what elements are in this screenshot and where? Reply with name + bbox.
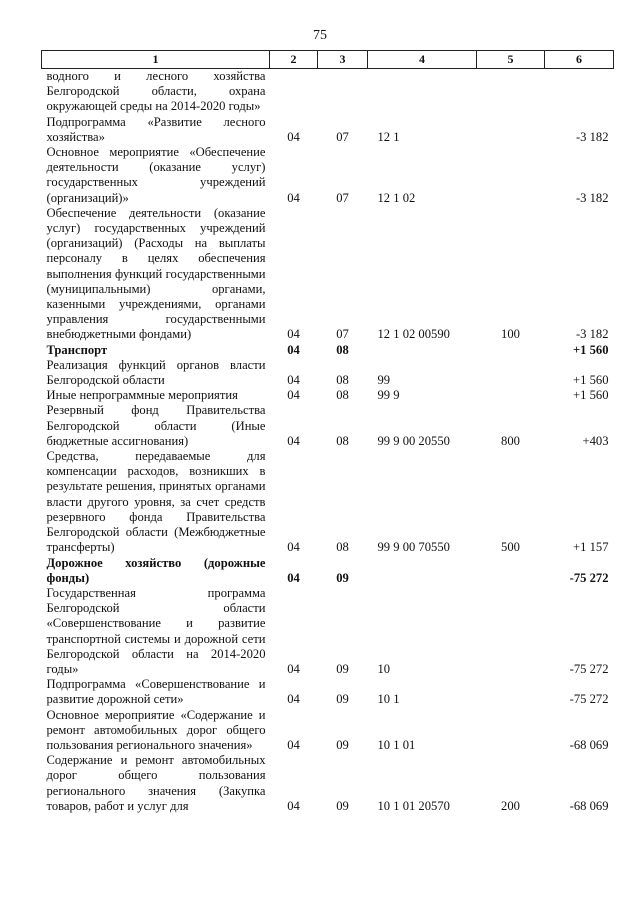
- row-target-article: 99 9: [377, 388, 400, 403]
- table-row: [42, 145, 614, 206]
- row-target-article: [368, 556, 477, 586]
- row-expense-type: [477, 708, 545, 754]
- row-description: Основное мероприятие «Содержание и ремонт автомобильных дорог общего пользования регионального значения»: [46, 707, 266, 752]
- row-subsection: 09: [336, 737, 349, 752]
- table-row: [42, 677, 614, 707]
- row-expense-type: [477, 556, 545, 586]
- row-amount: +1 157: [573, 540, 609, 555]
- row-amount: +403: [582, 433, 609, 448]
- row-amount: [545, 69, 614, 115]
- row-section: 04: [287, 129, 300, 144]
- row-target-article: 99 9 00 20550: [377, 433, 450, 448]
- table-body: [42, 69, 614, 814]
- row-section: [270, 69, 318, 115]
- row-subsection: 07: [336, 327, 349, 342]
- row-expense-type: [477, 115, 545, 145]
- row-target-article: 12 1 02 00590: [377, 327, 450, 342]
- row-subsection: 07: [336, 190, 349, 205]
- table-row: [42, 115, 614, 145]
- row-expense-type: [477, 388, 545, 403]
- row-subsection: 08: [336, 433, 349, 448]
- header-col-5: 5: [477, 51, 545, 69]
- row-description: Содержание и ремонт автомобильных дорог общего пользования регионального значения (Закупка товаров, работ и услуг для: [46, 753, 266, 813]
- header-col-3: 3: [318, 51, 368, 69]
- table-row: [42, 69, 614, 115]
- row-target-article: 10 1 01: [377, 737, 416, 752]
- row-amount: -75 272: [569, 661, 609, 676]
- table-row: [42, 586, 614, 677]
- row-expense-type: [477, 69, 545, 115]
- row-amount: -3 182: [575, 129, 609, 144]
- row-description: Реализация функций органов власти Белгородской области: [46, 357, 266, 388]
- row-expense-type: [477, 677, 545, 707]
- row-expense-type: [477, 145, 545, 206]
- row-description: Подпрограмма «Развитие лесного хозяйства»: [46, 114, 266, 144]
- table-row: [42, 556, 614, 586]
- table-header: [42, 51, 614, 69]
- row-expense-type: [477, 358, 545, 388]
- row-amount: -75 272: [569, 692, 609, 707]
- row-target-article: 99: [377, 373, 391, 388]
- header-col-1: 1: [42, 51, 270, 69]
- row-section: 04: [287, 342, 300, 357]
- row-section: 04: [287, 737, 300, 752]
- row-section: 04: [287, 540, 300, 555]
- row-description: Основное мероприятие «Обеспечение деятельности (оказание услуг) государственных учреждений (организаций)»: [46, 145, 266, 205]
- header-col-2: 2: [270, 51, 318, 69]
- row-subsection: 08: [336, 342, 349, 357]
- row-section: 04: [287, 798, 300, 813]
- row-description: Иные непрограммные мероприятия: [46, 388, 238, 403]
- header-col-6: 6: [545, 51, 614, 69]
- row-expense-type: 200: [501, 798, 520, 813]
- row-target-article: 10 1: [377, 692, 400, 707]
- row-amount: +1 560: [573, 388, 609, 403]
- table-row: [42, 358, 614, 388]
- table-row: [42, 753, 614, 814]
- row-amount: -3 182: [575, 190, 609, 205]
- row-description: Государственная программа Белгородской области «Совершенствование и развитие транспортной системы и дорожной сети Белгородской области на 2014-2020 годы»: [46, 585, 266, 676]
- row-subsection: 08: [336, 540, 349, 555]
- row-subsection: 08: [336, 373, 349, 388]
- row-target-article: 99 9 00 70550: [377, 540, 450, 555]
- row-section: 04: [287, 327, 300, 342]
- row-subsection: 07: [336, 129, 349, 144]
- row-section: 04: [287, 190, 300, 205]
- row-subsection: 09: [336, 570, 349, 585]
- row-expense-type: [477, 343, 545, 358]
- row-amount: -3 182: [575, 327, 609, 342]
- row-section: 04: [287, 388, 300, 403]
- row-subsection: 09: [336, 692, 349, 707]
- row-expense-type: 100: [501, 327, 520, 342]
- table-row: [42, 449, 614, 555]
- row-section: 04: [287, 373, 300, 388]
- row-subsection: 09: [336, 661, 349, 676]
- row-expense-type: 500: [501, 540, 520, 555]
- table-row: [42, 388, 614, 403]
- table-row: [42, 343, 614, 358]
- row-description: водного и лесного хозяйства Белгородской области, охрана окружающей среды на 2014-2020 годы»: [46, 69, 266, 114]
- row-target-article: [368, 343, 477, 358]
- row-description: Транспорт: [46, 342, 108, 357]
- row-amount: +1 560: [572, 342, 609, 357]
- row-target-article: 12 1 02: [377, 190, 416, 205]
- row-subsection: [318, 69, 368, 115]
- row-target-article: [368, 69, 477, 115]
- row-target-article: 12 1: [377, 129, 400, 144]
- row-subsection: 09: [336, 798, 349, 813]
- row-target-article: 10: [377, 661, 391, 676]
- row-description: Обеспечение деятельности (оказание услуг) государственных учреждений (организаций) (Расходы на выплаты персоналу в целях обеспечения выполнения функций государственными (муниципальными) органами, казенными учреждениями, органами управления государственными внебюджетными фондами): [46, 205, 266, 342]
- row-section: 04: [287, 433, 300, 448]
- table-row: [42, 403, 614, 449]
- row-amount: +1 560: [573, 373, 609, 388]
- budget-table: [41, 50, 614, 814]
- row-description: Дорожное хозяйство (дорожные фонды): [46, 555, 266, 585]
- row-section: 04: [287, 570, 300, 585]
- row-amount: -68 069: [569, 798, 609, 813]
- row-target-article: 10 1 01 20570: [377, 798, 450, 813]
- row-section: 04: [287, 661, 300, 676]
- row-description: Подпрограмма «Совершенствование и развитие дорожной сети»: [46, 677, 266, 707]
- row-subsection: 08: [336, 388, 349, 403]
- row-expense-type: 800: [501, 433, 520, 448]
- row-section: 04: [287, 692, 300, 707]
- header-col-4: 4: [368, 51, 477, 69]
- table-row: [42, 708, 614, 754]
- table-row: [42, 206, 614, 343]
- row-amount: -75 272: [569, 570, 609, 585]
- row-description: Средства, передаваемые для компенсации расходов, возникших в результате решения, принятых органами власти другого уровня, за счет средств резервного фонда Правительства Белгородской области (Межбюджетные трансферты): [46, 449, 266, 555]
- page-number: 75: [313, 28, 327, 43]
- row-amount: -68 069: [569, 737, 609, 752]
- row-description: Резервный фонд Правительства Белгородской области (Иные бюджетные ассигнования): [46, 403, 266, 448]
- row-expense-type: [477, 586, 545, 677]
